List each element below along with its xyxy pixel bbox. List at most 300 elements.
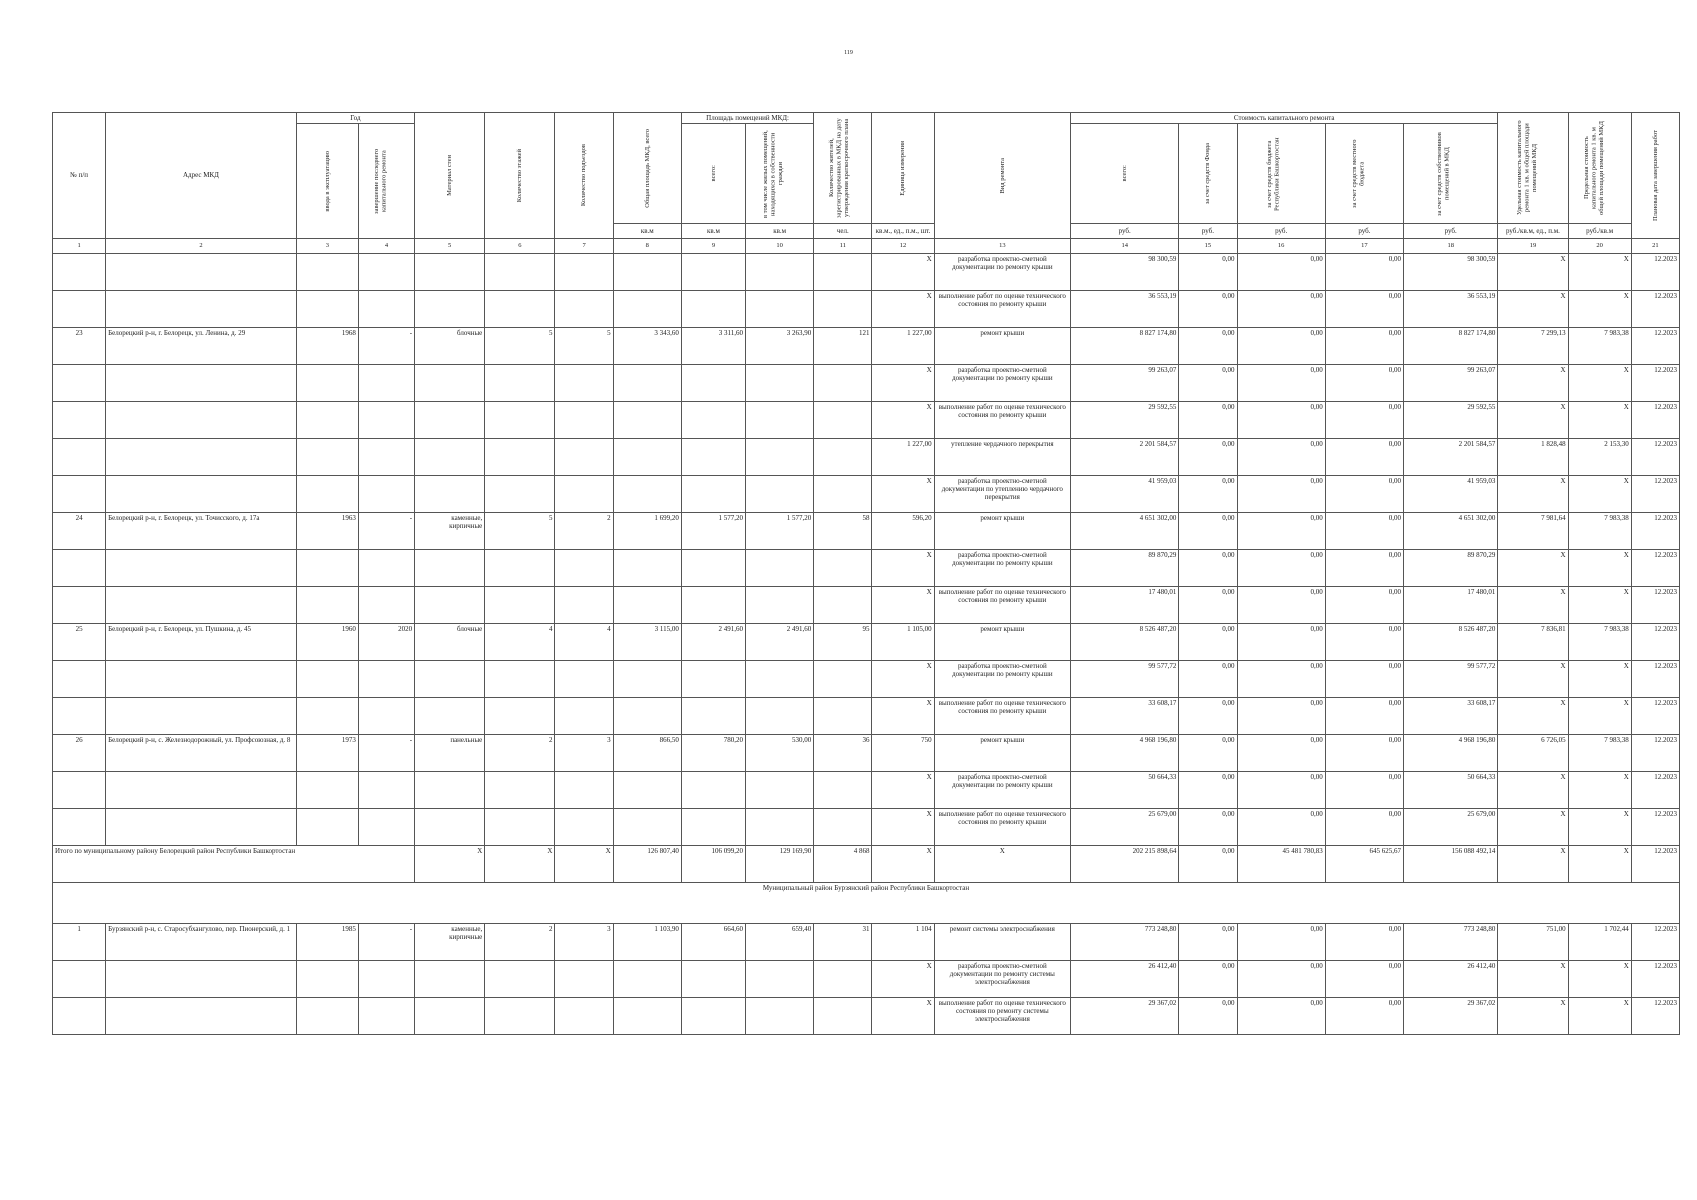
column-number: 2 <box>106 239 297 254</box>
table-cell-a2 <box>746 661 814 698</box>
table-cell-unit: X <box>872 698 934 735</box>
header-year-last-repair: завершение последнего капитального ремонта <box>358 124 414 239</box>
table-cell-work: ремонт крыши <box>934 328 1070 365</box>
table-cell-c15: 0,00 <box>1179 661 1237 698</box>
table-cell-y2 <box>358 254 414 291</box>
table-cell-a2 <box>746 587 814 624</box>
table-cell-fl <box>485 550 555 587</box>
table-cell-unit: X <box>872 772 934 809</box>
table-cell-work: ремонт крыши <box>934 624 1070 661</box>
table-cell-c21: 12.2023 <box>1631 328 1679 365</box>
total-cell: X <box>1568 846 1631 883</box>
header-residents: Количество жителей, зарегистрированных в МКД на дату утверждения краткосрочного плана <box>814 113 872 224</box>
table-cell-c16: 0,00 <box>1237 809 1325 846</box>
table-cell-c16: 0,00 <box>1237 772 1325 809</box>
table-cell-en: 3 <box>555 735 613 772</box>
table-cell-a2 <box>746 476 814 513</box>
table-cell-y2 <box>358 698 414 735</box>
table-cell-c14: 29 367,02 <box>1071 998 1179 1035</box>
table-cell-res <box>814 254 872 291</box>
table-cell-mat <box>415 698 485 735</box>
header-cost-local: за счет средств местного бюджета <box>1325 124 1403 224</box>
table-cell-c17: 0,00 <box>1325 661 1403 698</box>
table-cell-c20: 7 983,38 <box>1568 328 1631 365</box>
header-entrances: Количество подъездов <box>555 113 613 239</box>
table-cell-fl <box>485 439 555 476</box>
table-cell-a1 <box>681 998 745 1035</box>
table-cell-res <box>814 772 872 809</box>
table-cell-y2 <box>358 961 414 998</box>
table-cell-y2 <box>358 661 414 698</box>
table-cell-unit: X <box>872 291 934 328</box>
table-cell-en: 2 <box>555 513 613 550</box>
table-cell-unit: 1 227,00 <box>872 439 934 476</box>
table-cell-address <box>106 961 297 998</box>
table-cell-c17: 0,00 <box>1325 998 1403 1035</box>
table-cell-c19: 7 299,13 <box>1498 328 1568 365</box>
table-cell-res <box>814 998 872 1035</box>
column-number: 15 <box>1179 239 1237 254</box>
table-cell-c19: X <box>1498 476 1568 513</box>
table-cell-address <box>106 365 297 402</box>
table-cell-y1: 1968 <box>296 328 358 365</box>
table-cell-res <box>814 476 872 513</box>
table-cell-no <box>53 661 106 698</box>
table-cell-address <box>106 439 297 476</box>
table-cell-c14: 4 651 302,00 <box>1071 513 1179 550</box>
table-cell-c19: X <box>1498 698 1568 735</box>
table-cell-c14: 773 248,80 <box>1071 924 1179 961</box>
table-cell-ta <box>613 809 681 846</box>
table-cell-c15: 0,00 <box>1179 513 1237 550</box>
table-cell-c21: 12.2023 <box>1631 698 1679 735</box>
table-cell-c19: X <box>1498 998 1568 1035</box>
table-cell-address <box>106 998 297 1035</box>
table-row <box>53 254 1680 291</box>
header-cost-owners: за счет средств собственников помещений в МКД <box>1404 124 1498 224</box>
table-cell-c21: 12.2023 <box>1631 365 1679 402</box>
table-cell-work: выполнение работ по оценке технического состояния по ремонту крыши <box>934 291 1070 328</box>
table-cell-c17: 0,00 <box>1325 439 1403 476</box>
table-cell-work: разработка проектно-сметной документации по ремонту крыши <box>934 772 1070 809</box>
table-row <box>53 513 1680 550</box>
table-cell-y1: 1963 <box>296 513 358 550</box>
page-number: 119 <box>844 50 853 56</box>
total-cell: X <box>872 846 934 883</box>
table-cell-a1: 3 311,60 <box>681 328 745 365</box>
column-number: 16 <box>1237 239 1325 254</box>
table-cell-work: разработка проектно-сметной документации по ремонту крыши <box>934 254 1070 291</box>
table-cell-y2 <box>358 772 414 809</box>
total-cell: 12.2023 <box>1631 846 1679 883</box>
table-cell-fl <box>485 772 555 809</box>
table-cell-c15: 0,00 <box>1179 254 1237 291</box>
total-cell: 0,00 <box>1179 846 1237 883</box>
unit-area-included: кв.м <box>746 224 814 239</box>
table-cell-ta: 3 343,60 <box>613 328 681 365</box>
table-cell-c17: 0,00 <box>1325 402 1403 439</box>
table-cell-mat <box>415 476 485 513</box>
table-cell-unit: 596,20 <box>872 513 934 550</box>
table-cell-mat <box>415 254 485 291</box>
table-row <box>53 328 1680 365</box>
table-cell-en <box>555 809 613 846</box>
table-cell-c15: 0,00 <box>1179 809 1237 846</box>
table-cell-res <box>814 291 872 328</box>
table-cell-c19: 1 828,48 <box>1498 439 1568 476</box>
table-cell-fl: 2 <box>485 735 555 772</box>
table-cell-res <box>814 365 872 402</box>
table-cell-mat <box>415 550 485 587</box>
table-cell-c16: 0,00 <box>1237 624 1325 661</box>
table-cell-y1: 1960 <box>296 624 358 661</box>
table-cell-c15: 0,00 <box>1179 402 1237 439</box>
total-cell: 156 088 492,14 <box>1404 846 1498 883</box>
table-cell-ta <box>613 439 681 476</box>
column-number: 13 <box>934 239 1070 254</box>
table-cell-ta <box>613 254 681 291</box>
table-cell-c15: 0,00 <box>1179 439 1237 476</box>
table-cell-no <box>53 998 106 1035</box>
table-cell-mat <box>415 998 485 1035</box>
table-cell-mat: блочные <box>415 624 485 661</box>
table-cell-c15: 0,00 <box>1179 328 1237 365</box>
total-cell: 645 625,67 <box>1325 846 1403 883</box>
table-cell-res: 58 <box>814 513 872 550</box>
table-cell-a2 <box>746 961 814 998</box>
header-area-included: в том числе жилых помещений, находящихся в собственности граждан <box>746 124 814 224</box>
table-cell-c21: 12.2023 <box>1631 291 1679 328</box>
table-cell-fl <box>485 809 555 846</box>
table-cell-c15: 0,00 <box>1179 924 1237 961</box>
table-cell-no <box>53 961 106 998</box>
total-label: Итого по муниципальному району Белорецкий район Республики Башкортостан <box>53 846 415 883</box>
table-cell-unit: X <box>872 402 934 439</box>
table-cell-a2 <box>746 772 814 809</box>
table-cell-res: 31 <box>814 924 872 961</box>
table-cell-c16: 0,00 <box>1237 587 1325 624</box>
table-cell-c20: X <box>1568 550 1631 587</box>
table-cell-c14: 50 664,33 <box>1071 772 1179 809</box>
table-cell-mat: каменные, кирпичные <box>415 513 485 550</box>
table-cell-c19: 7 981,64 <box>1498 513 1568 550</box>
table-cell-ta: 866,50 <box>613 735 681 772</box>
table-cell-a2 <box>746 254 814 291</box>
table-cell-c21: 12.2023 <box>1631 402 1679 439</box>
table-cell-c15: 0,00 <box>1179 998 1237 1035</box>
table-cell-c18: 25 679,00 <box>1404 809 1498 846</box>
table-row <box>53 924 1680 961</box>
table-cell-a1 <box>681 772 745 809</box>
table-cell-a1: 664,60 <box>681 924 745 961</box>
table-cell-c18: 41 959,03 <box>1404 476 1498 513</box>
table-cell-c19: X <box>1498 365 1568 402</box>
table-cell-c15: 0,00 <box>1179 624 1237 661</box>
header-cost-total: всего: <box>1071 124 1179 224</box>
table-cell-a2: 2 491,60 <box>746 624 814 661</box>
table-cell-c20: X <box>1568 365 1631 402</box>
table-cell-c16: 0,00 <box>1237 328 1325 365</box>
table-cell-c18: 50 664,33 <box>1404 772 1498 809</box>
table-cell-work: выполнение работ по оценке технического состояния по ремонту системы электроснабжения <box>934 998 1070 1035</box>
table-cell-c17: 0,00 <box>1325 254 1403 291</box>
table-cell-address <box>106 661 297 698</box>
header-no: № п/п <box>53 113 106 239</box>
table-cell-mat <box>415 772 485 809</box>
table-cell-c16: 0,00 <box>1237 924 1325 961</box>
table-cell-a2: 3 263,90 <box>746 328 814 365</box>
table-cell-ta <box>613 698 681 735</box>
header-year-commission: ввода в эксплуатацию <box>296 124 358 239</box>
unit-cost-total: руб. <box>1071 224 1179 239</box>
table-cell-c19: X <box>1498 809 1568 846</box>
table-cell-c16: 0,00 <box>1237 661 1325 698</box>
table-cell-res <box>814 439 872 476</box>
municipality-row <box>53 883 1680 924</box>
table-cell-c14: 17 480,01 <box>1071 587 1179 624</box>
table-cell-c17: 0,00 <box>1325 772 1403 809</box>
table-cell-c19: X <box>1498 254 1568 291</box>
table-cell-c18: 4 968 196,80 <box>1404 735 1498 772</box>
table-cell-no <box>53 291 106 328</box>
table-cell-mat: блочные <box>415 328 485 365</box>
table-cell-address <box>106 476 297 513</box>
table-cell-y2 <box>358 998 414 1035</box>
table-row <box>53 661 1680 698</box>
table-cell-fl <box>485 291 555 328</box>
table-cell-c20: X <box>1568 998 1631 1035</box>
table-cell-c16: 0,00 <box>1237 476 1325 513</box>
table-cell-c17: 0,00 <box>1325 291 1403 328</box>
table-cell-c21: 12.2023 <box>1631 476 1679 513</box>
table-cell-c16: 0,00 <box>1237 698 1325 735</box>
table-cell-c17: 0,00 <box>1325 624 1403 661</box>
table-cell-fl: 2 <box>485 924 555 961</box>
total-cell: X <box>1498 846 1568 883</box>
table-cell-c20: X <box>1568 772 1631 809</box>
table-cell-a1 <box>681 254 745 291</box>
header-deadline: Плановая дата завершения работ <box>1631 113 1679 239</box>
table-cell-unit: X <box>872 254 934 291</box>
table-cell-c20: X <box>1568 254 1631 291</box>
table-cell-y2: 2020 <box>358 624 414 661</box>
table-cell-res: 36 <box>814 735 872 772</box>
table-cell-res <box>814 402 872 439</box>
table-cell-res <box>814 587 872 624</box>
table-cell-c14: 98 300,59 <box>1071 254 1179 291</box>
table-cell-no <box>53 439 106 476</box>
table-row <box>53 809 1680 846</box>
header-cost-fund: за счет средств Фонда <box>1179 124 1237 224</box>
table-cell-no <box>53 587 106 624</box>
table-cell-c20: 1 702,44 <box>1568 924 1631 961</box>
table-cell-y1 <box>296 998 358 1035</box>
table-cell-c14: 4 968 196,80 <box>1071 735 1179 772</box>
table-cell-c18: 89 870,29 <box>1404 550 1498 587</box>
table-cell-mat: каменные, кирпичные <box>415 924 485 961</box>
table-cell-fl <box>485 254 555 291</box>
table-cell-mat <box>415 961 485 998</box>
table-cell-no: 23 <box>53 328 106 365</box>
table-cell-mat <box>415 439 485 476</box>
table-cell-c17: 0,00 <box>1325 924 1403 961</box>
table-cell-c16: 0,00 <box>1237 998 1325 1035</box>
table-cell-ta <box>613 661 681 698</box>
table-cell-c15: 0,00 <box>1179 735 1237 772</box>
table-cell-res <box>814 698 872 735</box>
table-cell-a1 <box>681 809 745 846</box>
table-cell-c18: 773 248,80 <box>1404 924 1498 961</box>
column-number: 7 <box>555 239 613 254</box>
table-cell-fl <box>485 476 555 513</box>
table-cell-c17: 0,00 <box>1325 550 1403 587</box>
table-cell-work: выполнение работ по оценке технического состояния по ремонту крыши <box>934 402 1070 439</box>
table-cell-c20: 2 153,30 <box>1568 439 1631 476</box>
header-premises-area-group: Площадь помещений МКД: <box>681 113 813 124</box>
table-cell-address <box>106 772 297 809</box>
table-cell-c20: 7 983,38 <box>1568 513 1631 550</box>
table-cell-a2 <box>746 365 814 402</box>
table-cell-en <box>555 550 613 587</box>
table-cell-c21: 12.2023 <box>1631 809 1679 846</box>
table-cell-work: разработка проектно-сметной документации по утеплению чердачного перекрытия <box>934 476 1070 513</box>
unit-cost-owners: руб. <box>1404 224 1498 239</box>
table-cell-ta <box>613 476 681 513</box>
table-cell-ta <box>613 402 681 439</box>
table-cell-c21: 12.2023 <box>1631 624 1679 661</box>
table-cell-ta <box>613 587 681 624</box>
header-floors: Количество этажей <box>485 113 555 239</box>
table-cell-c21: 12.2023 <box>1631 550 1679 587</box>
total-cell: 126 807,40 <box>613 846 681 883</box>
table-cell-c14: 8 827 174,80 <box>1071 328 1179 365</box>
table-cell-address <box>106 587 297 624</box>
column-number: 21 <box>1631 239 1679 254</box>
unit-unit-cost: руб./кв.м, ед., п.м. <box>1498 224 1568 239</box>
table-cell-c21: 12.2023 <box>1631 661 1679 698</box>
total-cell: X <box>485 846 555 883</box>
table-cell-c19: X <box>1498 550 1568 587</box>
table-cell-fl <box>485 698 555 735</box>
repair-plan-table <box>52 112 1680 1035</box>
table-cell-c15: 0,00 <box>1179 550 1237 587</box>
table-cell-y2: - <box>358 735 414 772</box>
table-cell-c18: 29 592,55 <box>1404 402 1498 439</box>
table-cell-fl: 4 <box>485 624 555 661</box>
table-cell-en: 4 <box>555 624 613 661</box>
table-cell-fl <box>485 961 555 998</box>
table-cell-y2 <box>358 809 414 846</box>
total-cell: 106 099,20 <box>681 846 745 883</box>
table-cell-c14: 26 412,40 <box>1071 961 1179 998</box>
table-cell-c18: 2 201 584,57 <box>1404 439 1498 476</box>
table-cell-mat: панельные <box>415 735 485 772</box>
table-row <box>53 291 1680 328</box>
header-area-all: всего: <box>681 124 745 224</box>
header-cost-republic: за счет средств бюджета Республики Башкортостан <box>1237 124 1325 224</box>
table-cell-a2 <box>746 809 814 846</box>
table-cell-work: разработка проектно-сметной документации по ремонту крыши <box>934 365 1070 402</box>
table-cell-y2 <box>358 550 414 587</box>
table-cell-en <box>555 402 613 439</box>
unit-cost-local: руб. <box>1325 224 1403 239</box>
table-cell-c18: 26 412,40 <box>1404 961 1498 998</box>
table-cell-c21: 12.2023 <box>1631 924 1679 961</box>
table-cell-a1 <box>681 291 745 328</box>
table-cell-en <box>555 661 613 698</box>
table-cell-c18: 36 553,19 <box>1404 291 1498 328</box>
table-cell-res <box>814 961 872 998</box>
table-cell-c21: 12.2023 <box>1631 439 1679 476</box>
table-cell-a2 <box>746 550 814 587</box>
column-number-row <box>53 239 1680 254</box>
table-cell-no: 24 <box>53 513 106 550</box>
table-cell-ta <box>613 550 681 587</box>
table-cell-c21: 12.2023 <box>1631 735 1679 772</box>
unit-cost-fund: руб. <box>1179 224 1237 239</box>
table-cell-c20: X <box>1568 661 1631 698</box>
table-cell-ta <box>613 998 681 1035</box>
table-cell-c17: 0,00 <box>1325 587 1403 624</box>
table-cell-en <box>555 698 613 735</box>
table-cell-a2: 659,40 <box>746 924 814 961</box>
table-cell-a1 <box>681 661 745 698</box>
table-cell-y2 <box>358 402 414 439</box>
table-cell-unit: X <box>872 998 934 1035</box>
table-cell-no <box>53 365 106 402</box>
table-cell-y2: - <box>358 513 414 550</box>
table-cell-c19: X <box>1498 402 1568 439</box>
table-cell-y1 <box>296 587 358 624</box>
total-cell: X <box>415 846 485 883</box>
column-number: 17 <box>1325 239 1403 254</box>
column-number: 12 <box>872 239 934 254</box>
table-cell-a1 <box>681 961 745 998</box>
table-cell-work: выполнение работ по оценке технического состояния по ремонту крыши <box>934 698 1070 735</box>
table-cell-c21: 12.2023 <box>1631 772 1679 809</box>
table-cell-a2 <box>746 402 814 439</box>
table-cell-c16: 0,00 <box>1237 365 1325 402</box>
table-cell-no: 25 <box>53 624 106 661</box>
table-cell-fl: 5 <box>485 513 555 550</box>
table-cell-address <box>106 550 297 587</box>
table-cell-c19: X <box>1498 661 1568 698</box>
table-row <box>53 365 1680 402</box>
table-cell-c18: 98 300,59 <box>1404 254 1498 291</box>
table-cell-c21: 12.2023 <box>1631 961 1679 998</box>
table-cell-res: 95 <box>814 624 872 661</box>
table-cell-unit: X <box>872 961 934 998</box>
column-number: 9 <box>681 239 745 254</box>
table-cell-c19: X <box>1498 961 1568 998</box>
table-cell-ta: 1 699,20 <box>613 513 681 550</box>
table-cell-mat <box>415 402 485 439</box>
table-cell-work: утепление чердачного перекрытия <box>934 439 1070 476</box>
table-cell-c17: 0,00 <box>1325 328 1403 365</box>
table-cell-no <box>53 476 106 513</box>
table-cell-a1: 780,20 <box>681 735 745 772</box>
table-cell-a1 <box>681 439 745 476</box>
table-cell-en: 5 <box>555 328 613 365</box>
table-cell-y1 <box>296 365 358 402</box>
table-cell-y1: 1973 <box>296 735 358 772</box>
table-cell-c20: X <box>1568 698 1631 735</box>
table-cell-res <box>814 809 872 846</box>
table-cell-c15: 0,00 <box>1179 587 1237 624</box>
table-cell-c21: 12.2023 <box>1631 998 1679 1035</box>
table-cell-mat <box>415 809 485 846</box>
table-cell-ta <box>613 961 681 998</box>
